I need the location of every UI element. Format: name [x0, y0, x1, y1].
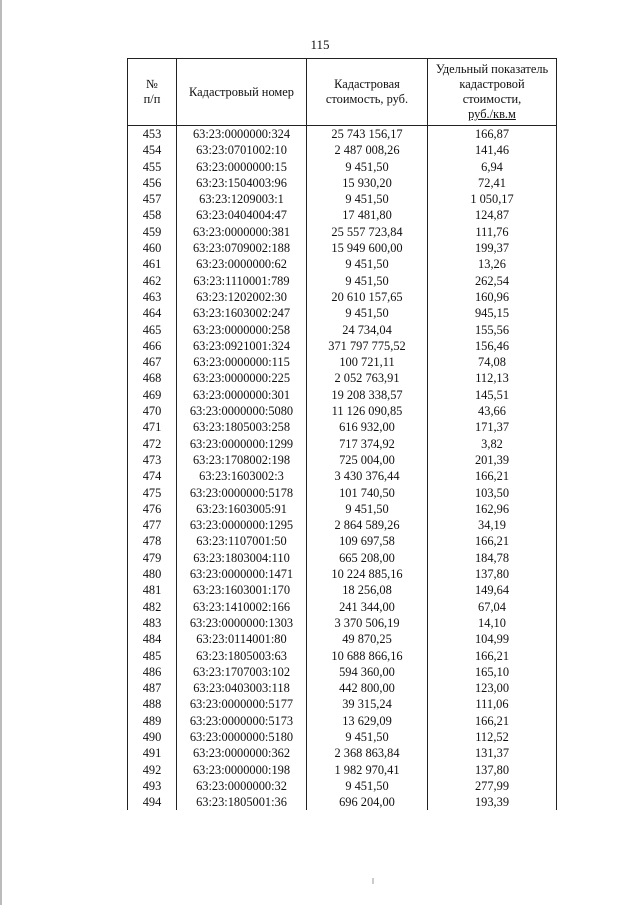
- cell-cadastral-number: 63:23:1805003:63: [177, 648, 307, 664]
- cell-specific-indicator: 262,54: [428, 273, 557, 289]
- cell-row-number: 477: [128, 517, 177, 533]
- cell-specific-indicator: 162,96: [428, 501, 557, 517]
- cell-cadastral-value: 241 344,00: [307, 599, 428, 615]
- table-row: [128, 322, 557, 338]
- cell-cadastral-number: 63:23:0000000:225: [177, 370, 307, 386]
- cell-cadastral-number: 63:23:0404004:47: [177, 207, 307, 223]
- cell-specific-indicator: 131,37: [428, 745, 557, 761]
- cell-specific-indicator: 166,21: [428, 713, 557, 729]
- table-row: [128, 436, 557, 452]
- cell-cadastral-value: 11 126 090,85: [307, 403, 428, 419]
- cell-cadastral-number: 63:23:0000000:15: [177, 159, 307, 175]
- table-row: [128, 305, 557, 321]
- cell-cadastral-value: 442 800,00: [307, 680, 428, 696]
- cell-specific-indicator: 72,41: [428, 175, 557, 191]
- cell-cadastral-number: 63:23:1603002:3: [177, 468, 307, 484]
- cell-specific-indicator: 945,15: [428, 305, 557, 321]
- cell-cadastral-value: 24 734,04: [307, 322, 428, 338]
- cell-cadastral-number: 63:23:0000000:1299: [177, 436, 307, 452]
- cell-row-number: 458: [128, 207, 177, 223]
- table-row: [128, 648, 557, 664]
- table-row: [128, 599, 557, 615]
- cell-specific-indicator: 124,87: [428, 207, 557, 223]
- cell-specific-indicator: 171,37: [428, 419, 557, 435]
- cell-row-number: 488: [128, 696, 177, 712]
- table-row: [128, 370, 557, 386]
- table-row: [128, 631, 557, 647]
- table-row: [128, 794, 557, 810]
- page-number: 115: [310, 37, 330, 52]
- table-row: [128, 126, 557, 143]
- cell-cadastral-number: 63:23:1603005:91: [177, 501, 307, 517]
- cell-cadastral-value: 109 697,58: [307, 533, 428, 549]
- header-specific-indicator: Удельный показатель кадастровой стоимости, руб./кв.м: [428, 59, 557, 126]
- cell-cadastral-number: 63:23:1209003:1: [177, 191, 307, 207]
- header-row-number: № п/п: [128, 59, 177, 126]
- cell-specific-indicator: 13,26: [428, 256, 557, 272]
- cell-cadastral-value: 10 688 866,16: [307, 648, 428, 664]
- cell-row-number: 476: [128, 501, 177, 517]
- cell-cadastral-value: 9 451,50: [307, 191, 428, 207]
- header-cadastral-value: Кадастровая стоимость, руб.: [307, 59, 428, 126]
- cell-row-number: 468: [128, 370, 177, 386]
- cell-row-number: 492: [128, 762, 177, 778]
- cell-cadastral-value: 9 451,50: [307, 305, 428, 321]
- cell-cadastral-number: 63:23:1202002:30: [177, 289, 307, 305]
- cell-cadastral-value: 9 451,50: [307, 273, 428, 289]
- cell-row-number: 473: [128, 452, 177, 468]
- cell-cadastral-value: 39 315,24: [307, 696, 428, 712]
- cell-cadastral-number: 63:23:1708002:198: [177, 452, 307, 468]
- cell-cadastral-value: 20 610 157,65: [307, 289, 428, 305]
- cell-cadastral-value: 3 430 376,44: [307, 468, 428, 484]
- cell-row-number: 463: [128, 289, 177, 305]
- cell-row-number: 454: [128, 142, 177, 158]
- cell-row-number: 489: [128, 713, 177, 729]
- table-row: [128, 354, 557, 370]
- cell-cadastral-value: 371 797 775,52: [307, 338, 428, 354]
- cell-cadastral-number: 63:23:1107001:50: [177, 533, 307, 549]
- cell-specific-indicator: 155,56: [428, 322, 557, 338]
- header-cadastral-number: Кадастровый номер: [177, 59, 307, 126]
- cell-row-number: 457: [128, 191, 177, 207]
- cell-specific-indicator: 74,08: [428, 354, 557, 370]
- cell-cadastral-number: 63:23:1110001:789: [177, 273, 307, 289]
- table-header-row: [128, 59, 557, 126]
- cell-specific-indicator: 199,37: [428, 240, 557, 256]
- cell-specific-indicator: 145,51: [428, 387, 557, 403]
- table-row: [128, 273, 557, 289]
- cell-specific-indicator: 6,94: [428, 159, 557, 175]
- cell-specific-indicator: 166,21: [428, 648, 557, 664]
- cell-cadastral-value: 13 629,09: [307, 713, 428, 729]
- table-row: [128, 680, 557, 696]
- cell-row-number: 480: [128, 566, 177, 582]
- cell-row-number: 466: [128, 338, 177, 354]
- cell-cadastral-value: 3 370 506,19: [307, 615, 428, 631]
- table-row: [128, 468, 557, 484]
- cell-specific-indicator: 111,06: [428, 696, 557, 712]
- table-row: [128, 419, 557, 435]
- table-row: [128, 533, 557, 549]
- cell-row-number: 490: [128, 729, 177, 745]
- table-row: [128, 517, 557, 533]
- cell-cadastral-number: 63:23:0000000:5080: [177, 403, 307, 419]
- cell-cadastral-value: 19 208 338,57: [307, 387, 428, 403]
- cell-cadastral-value: 2 368 863,84: [307, 745, 428, 761]
- cell-row-number: 453: [128, 126, 177, 143]
- cell-cadastral-number: 63:23:1603002:247: [177, 305, 307, 321]
- cell-specific-indicator: 165,10: [428, 664, 557, 680]
- cell-row-number: 455: [128, 159, 177, 175]
- cell-cadastral-value: 717 374,92: [307, 436, 428, 452]
- cell-cadastral-value: 100 721,11: [307, 354, 428, 370]
- cell-row-number: 482: [128, 599, 177, 615]
- cell-cadastral-value: 49 870,25: [307, 631, 428, 647]
- cell-cadastral-value: 696 204,00: [307, 794, 428, 810]
- cell-specific-indicator: 1 050,17: [428, 191, 557, 207]
- cell-cadastral-number: 63:23:0114001:80: [177, 631, 307, 647]
- cell-cadastral-number: 63:23:0000000:324: [177, 126, 307, 143]
- cell-row-number: 485: [128, 648, 177, 664]
- cell-row-number: 481: [128, 582, 177, 598]
- cell-cadastral-number: 63:23:0000000:301: [177, 387, 307, 403]
- cell-specific-indicator: 112,13: [428, 370, 557, 386]
- table-row: [128, 485, 557, 501]
- cell-specific-indicator: 166,21: [428, 533, 557, 549]
- cell-row-number: 491: [128, 745, 177, 761]
- cell-row-number: 459: [128, 224, 177, 240]
- cell-row-number: 465: [128, 322, 177, 338]
- cell-cadastral-number: 63:23:0000000:5178: [177, 485, 307, 501]
- table-row: [128, 338, 557, 354]
- cell-specific-indicator: 111,76: [428, 224, 557, 240]
- cell-cadastral-number: 63:23:1504003:96: [177, 175, 307, 191]
- cell-row-number: 478: [128, 533, 177, 549]
- table-row: [128, 142, 557, 158]
- table-row: [128, 713, 557, 729]
- cell-cadastral-number: 63:23:1803004:110: [177, 550, 307, 566]
- table-body: [128, 126, 557, 811]
- table-row: [128, 256, 557, 272]
- table-row: [128, 745, 557, 761]
- cell-row-number: 479: [128, 550, 177, 566]
- cell-specific-indicator: 104,99: [428, 631, 557, 647]
- cell-cadastral-value: 2 052 763,91: [307, 370, 428, 386]
- table-row: [128, 289, 557, 305]
- table-row: [128, 778, 557, 794]
- cell-specific-indicator: 112,52: [428, 729, 557, 745]
- cell-cadastral-number: 63:23:0000000:5173: [177, 713, 307, 729]
- cell-cadastral-value: 9 451,50: [307, 501, 428, 517]
- cell-row-number: 494: [128, 794, 177, 810]
- cell-row-number: 469: [128, 387, 177, 403]
- cell-specific-indicator: 149,64: [428, 582, 557, 598]
- cell-specific-indicator: 184,78: [428, 550, 557, 566]
- cell-cadastral-number: 63:23:0709002:188: [177, 240, 307, 256]
- cell-specific-indicator: 137,80: [428, 566, 557, 582]
- cell-row-number: 470: [128, 403, 177, 419]
- table-row: [128, 240, 557, 256]
- cell-cadastral-value: 15 930,20: [307, 175, 428, 191]
- cell-cadastral-number: 63:23:0000000:362: [177, 745, 307, 761]
- cell-cadastral-value: 9 451,50: [307, 159, 428, 175]
- cell-cadastral-value: 9 451,50: [307, 729, 428, 745]
- cell-specific-indicator: 193,39: [428, 794, 557, 810]
- cell-specific-indicator: 137,80: [428, 762, 557, 778]
- cell-cadastral-value: 25 743 156,17: [307, 126, 428, 143]
- cell-row-number: 461: [128, 256, 177, 272]
- cell-specific-indicator: 141,46: [428, 142, 557, 158]
- cadastral-value-table: [127, 58, 557, 810]
- table-row: [128, 207, 557, 223]
- cell-specific-indicator: 43,66: [428, 403, 557, 419]
- cell-cadastral-value: 2 487 008,26: [307, 142, 428, 158]
- table-row: [128, 452, 557, 468]
- cell-cadastral-value: 1 982 970,41: [307, 762, 428, 778]
- cell-specific-indicator: 103,50: [428, 485, 557, 501]
- cell-row-number: 462: [128, 273, 177, 289]
- cell-cadastral-number: 63:23:0000000:258: [177, 322, 307, 338]
- table-row: [128, 664, 557, 680]
- table-row: [128, 696, 557, 712]
- cell-row-number: 484: [128, 631, 177, 647]
- cell-cadastral-value: 18 256,08: [307, 582, 428, 598]
- table-row: [128, 175, 557, 191]
- table-row: [128, 159, 557, 175]
- table-row: [128, 582, 557, 598]
- table-row: [128, 566, 557, 582]
- cell-cadastral-value: 9 451,50: [307, 778, 428, 794]
- cell-cadastral-value: 2 864 589,26: [307, 517, 428, 533]
- cell-cadastral-number: 63:23:0000000:381: [177, 224, 307, 240]
- cell-specific-indicator: 201,39: [428, 452, 557, 468]
- cell-cadastral-number: 63:23:0000000:1295: [177, 517, 307, 533]
- cell-row-number: 475: [128, 485, 177, 501]
- cell-cadastral-value: 594 360,00: [307, 664, 428, 680]
- cell-specific-indicator: 156,46: [428, 338, 557, 354]
- cell-row-number: 487: [128, 680, 177, 696]
- cell-cadastral-value: 616 932,00: [307, 419, 428, 435]
- table-row: [128, 729, 557, 745]
- cell-cadastral-number: 63:23:1805003:258: [177, 419, 307, 435]
- cell-specific-indicator: 34,19: [428, 517, 557, 533]
- cell-cadastral-value: 101 740,50: [307, 485, 428, 501]
- cell-cadastral-number: 63:23:0000000:5180: [177, 729, 307, 745]
- cell-row-number: 464: [128, 305, 177, 321]
- cell-cadastral-value: 9 451,50: [307, 256, 428, 272]
- cell-row-number: 471: [128, 419, 177, 435]
- cell-cadastral-number: 63:23:1603001:170: [177, 582, 307, 598]
- cell-cadastral-number: 63:23:0000000:115: [177, 354, 307, 370]
- table-row: [128, 387, 557, 403]
- table-row: [128, 501, 557, 517]
- cell-cadastral-value: 725 004,00: [307, 452, 428, 468]
- cell-cadastral-number: 63:23:0000000:5177: [177, 696, 307, 712]
- cell-cadastral-number: 63:23:0000000:1471: [177, 566, 307, 582]
- cell-cadastral-value: 665 208,00: [307, 550, 428, 566]
- cell-cadastral-number: 63:23:0000000:1303: [177, 615, 307, 631]
- cell-cadastral-number: 63:23:0000000:198: [177, 762, 307, 778]
- cell-cadastral-value: 10 224 885,16: [307, 566, 428, 582]
- cell-row-number: 467: [128, 354, 177, 370]
- cell-specific-indicator: 160,96: [428, 289, 557, 305]
- cell-row-number: 472: [128, 436, 177, 452]
- cell-specific-indicator: 277,99: [428, 778, 557, 794]
- cell-cadastral-value: 15 949 600,00: [307, 240, 428, 256]
- table-row: [128, 615, 557, 631]
- cell-specific-indicator: 166,21: [428, 468, 557, 484]
- cell-cadastral-number: 63:23:0000000:32: [177, 778, 307, 794]
- cell-row-number: 483: [128, 615, 177, 631]
- cell-cadastral-number: 63:23:1707003:102: [177, 664, 307, 680]
- table-row: [128, 224, 557, 240]
- cell-specific-indicator: 166,87: [428, 126, 557, 143]
- table-row: [128, 550, 557, 566]
- cell-specific-indicator: 14,10: [428, 615, 557, 631]
- cell-row-number: 486: [128, 664, 177, 680]
- cell-cadastral-value: 17 481,80: [307, 207, 428, 223]
- cell-cadastral-number: 63:23:0403003:118: [177, 680, 307, 696]
- cell-cadastral-number: 63:23:0701002:10: [177, 142, 307, 158]
- cell-specific-indicator: 67,04: [428, 599, 557, 615]
- cell-cadastral-number: 63:23:1805001:36: [177, 794, 307, 810]
- table-row: [128, 191, 557, 207]
- table-row: [128, 403, 557, 419]
- cell-row-number: 474: [128, 468, 177, 484]
- cell-row-number: 456: [128, 175, 177, 191]
- scan-edge: [0, 0, 2, 905]
- cell-specific-indicator: 3,82: [428, 436, 557, 452]
- cell-row-number: 460: [128, 240, 177, 256]
- scan-artifact: [372, 878, 374, 884]
- cell-row-number: 493: [128, 778, 177, 794]
- cell-specific-indicator: 123,00: [428, 680, 557, 696]
- cell-cadastral-number: 63:23:1410002:166: [177, 599, 307, 615]
- cell-cadastral-number: 63:23:0000000:62: [177, 256, 307, 272]
- cell-cadastral-value: 25 557 723,84: [307, 224, 428, 240]
- cell-cadastral-number: 63:23:0921001:324: [177, 338, 307, 354]
- table-row: [128, 762, 557, 778]
